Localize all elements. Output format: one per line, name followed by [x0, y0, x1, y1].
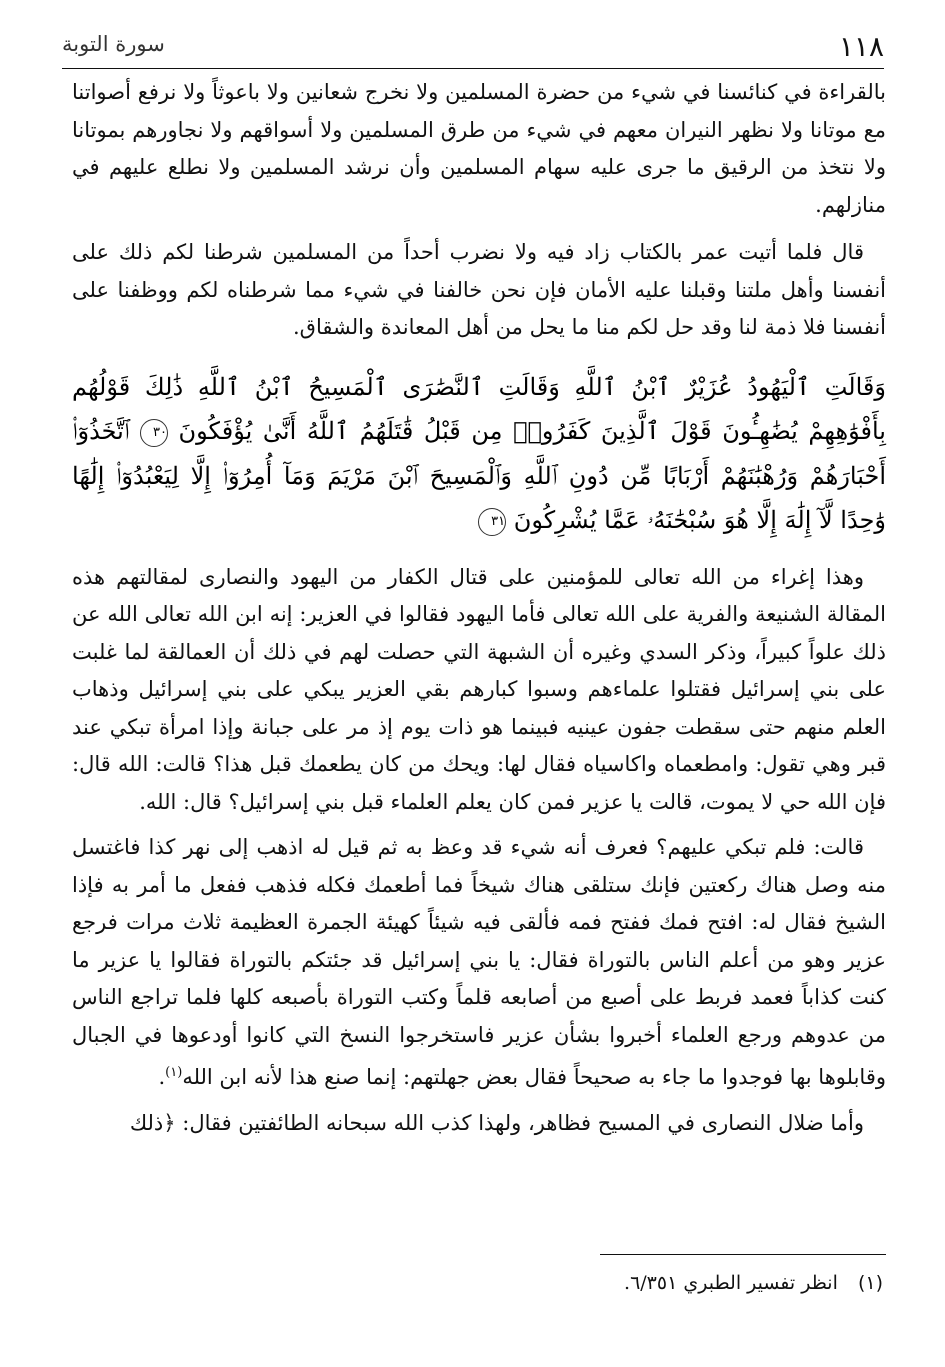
- verse-30-text: وَقَالَتِ ٱلْيَهُودُ عُزَيْرٌ ٱبْنُ ٱللَّهِ وَقَالَتِ ٱلنَّصَٰرَى ٱلْمَسِيحُ ٱبْنُ ٱللَّهِ ذَٰلِكَ قَوْلُهُم بِأَفْوَٰهِهِمْ يُضَٰهِـُٔونَ قَوْلَ ٱلَّذِينَ كَفَرُوا۟ مِن قَبْلُ قَٰتَلَهُمُ ٱللَّهُ أَنَّىٰ يُؤْفَكُونَ: [72, 372, 886, 445]
- footnote-reference: (١): [165, 1065, 183, 1080]
- footnote-number: (١): [857, 1272, 883, 1294]
- paragraph-commentary-story: [72, 829, 886, 1097]
- commentary-story-text: قالت: فلم تبكي عليهم؟ فعرف أنه شيء قد وعظ به ثم قيل له اذهب إلى نهر كذا فاغتسل منه وصل هناك ركعتين فإنك ستلقى هناك شيخاً فما أطعمك فكله فذهب ففعل ما أمر به فإذا الشيخ فقال له: افتح فمك ففتح فمه فألقى فيه شيئاً كهيئة الجمرة العظيمة ثلاث مرات فرجع عزير وهو من أعلم الناس بالتوراة فقال: يا بني إسرائيل قد جئتكم بالتوراة فقالوا يا عزير ما كنت كذاباً فعمد فربط على أصبع من أصابعه قلماً وكتب التوراة بأصبعه كلها فلما تراجع الناس من عدوهم ورجع العلماء أخبروا بشأن عزير فاستخرجوا النسخ التي كانوا أودعوها في الجبال وقابلوها بها فوجدوا ما جاء به صحيحاً فقال بعض جهلتهم: إنما صنع هذا لأنه ابن الله: [72, 835, 886, 1089]
- surah-title: سورة التوبة: [62, 32, 165, 56]
- page-content: [72, 74, 886, 1150]
- ayah-number-31: ٣١: [478, 508, 506, 536]
- footnote-divider: [600, 1254, 886, 1255]
- page-header: [62, 28, 884, 69]
- paragraph-umar-addition: قال فلما أتيت عمر بالكتاب زاد فيه ولا نضرب أحداً من المسلمين شرطنا لكم ذلك على أنفسنا وأهل ملتنا وقبلنا عليه الأمان فإن نحن خالفنا في شيء مما شرطناه لكم ووظفنا على أنفسنا فلا ذمة لنا وقد حل لكم منا ما يحل من أهل المعاندة والشقاق.: [72, 240, 886, 339]
- paragraph-commentary-uzair: وهذا إغراء من الله تعالى للمؤمنين على قتال الكفار من اليهود والنصارى لمقالتهم هذه المقالة الشنيعة والفرية على الله تعالى فأما اليهود فقالوا في العزير: إنه ابن الله تعالى الله عن ذلك علواً كبيراً، وذكر السدي وغيره أن الشبهة التي حصلت لهم في ذلك أن العمالقة لما غلبت على بني إسرائيل فقتلوا علماءهم وسبوا كبارهم بقي العزير يبكي على بني إسرائيل وذهاب العلم منهم حتى سقطت جفون عينيه فبينما هو ذات يوم إذ مر على جبانة وإذا امرأة تبكي عند قبر وهي تقول: وامطعماه واكاسياه فقال لها: ويحك من كان يطعمك قبل هذا؟ قالت: الله قال: فإن الله حي لا يموت، قالت يا عزير فمن كان يعلم العلماء قبل بني إسرائيل؟ قال: الله.: [72, 564, 887, 814]
- verse-31-text: ٱتَّخَذُوٓا۟ أَحْبَارَهُمْ وَرُهْبَٰنَهُمْ أَرْبَابًا مِّن دُونِ ٱللَّهِ وَٱلْمَسِيحَ ٱبْنَ مَرْيَمَ وَمَآ أُمِرُوٓا۟ إِلَّا لِيَعْبُدُوٓا۟ إِلَٰهًا وَٰحِدًا لَّآ إِلَٰهَ إِلَّا هُوَ سُبْحَٰنَهُۥ عَمَّا يُشْرِكُونَ: [72, 417, 886, 534]
- quran-verse-block: [72, 365, 886, 543]
- paragraph-conditions-continued: بالقراءة في كنائسنا في شيء من حضرة المسلمين ولا نخرج شعانين ولا باعوثاً ولا نرفع أصواتنا مع موتانا ولا نظهر النيران معهم في شيء من طرق المسلمين ولا أسواقهم ولا نجاورهم بموتانا ولا نتخذ من الرقيق ما جرى عليه سهام المسلمين وأن نرشد المسلمين ولا نطلع عليهم في منازلهم.: [72, 80, 886, 217]
- commentary-story-end: .: [158, 1065, 166, 1089]
- ayah-number-30: ٣٠: [140, 419, 168, 447]
- footnote: [61, 1272, 883, 1294]
- paragraph-christians: وأما ضلال النصارى في المسيح فظاهر، ولهذا كذب الله سبحانه الطائفتين فقال: ﴿ذلك: [129, 1110, 864, 1135]
- page-number: ١١٨: [838, 30, 884, 63]
- footnote-text: انظر تفسير الطبري ٦/٣٥١.: [624, 1272, 838, 1294]
